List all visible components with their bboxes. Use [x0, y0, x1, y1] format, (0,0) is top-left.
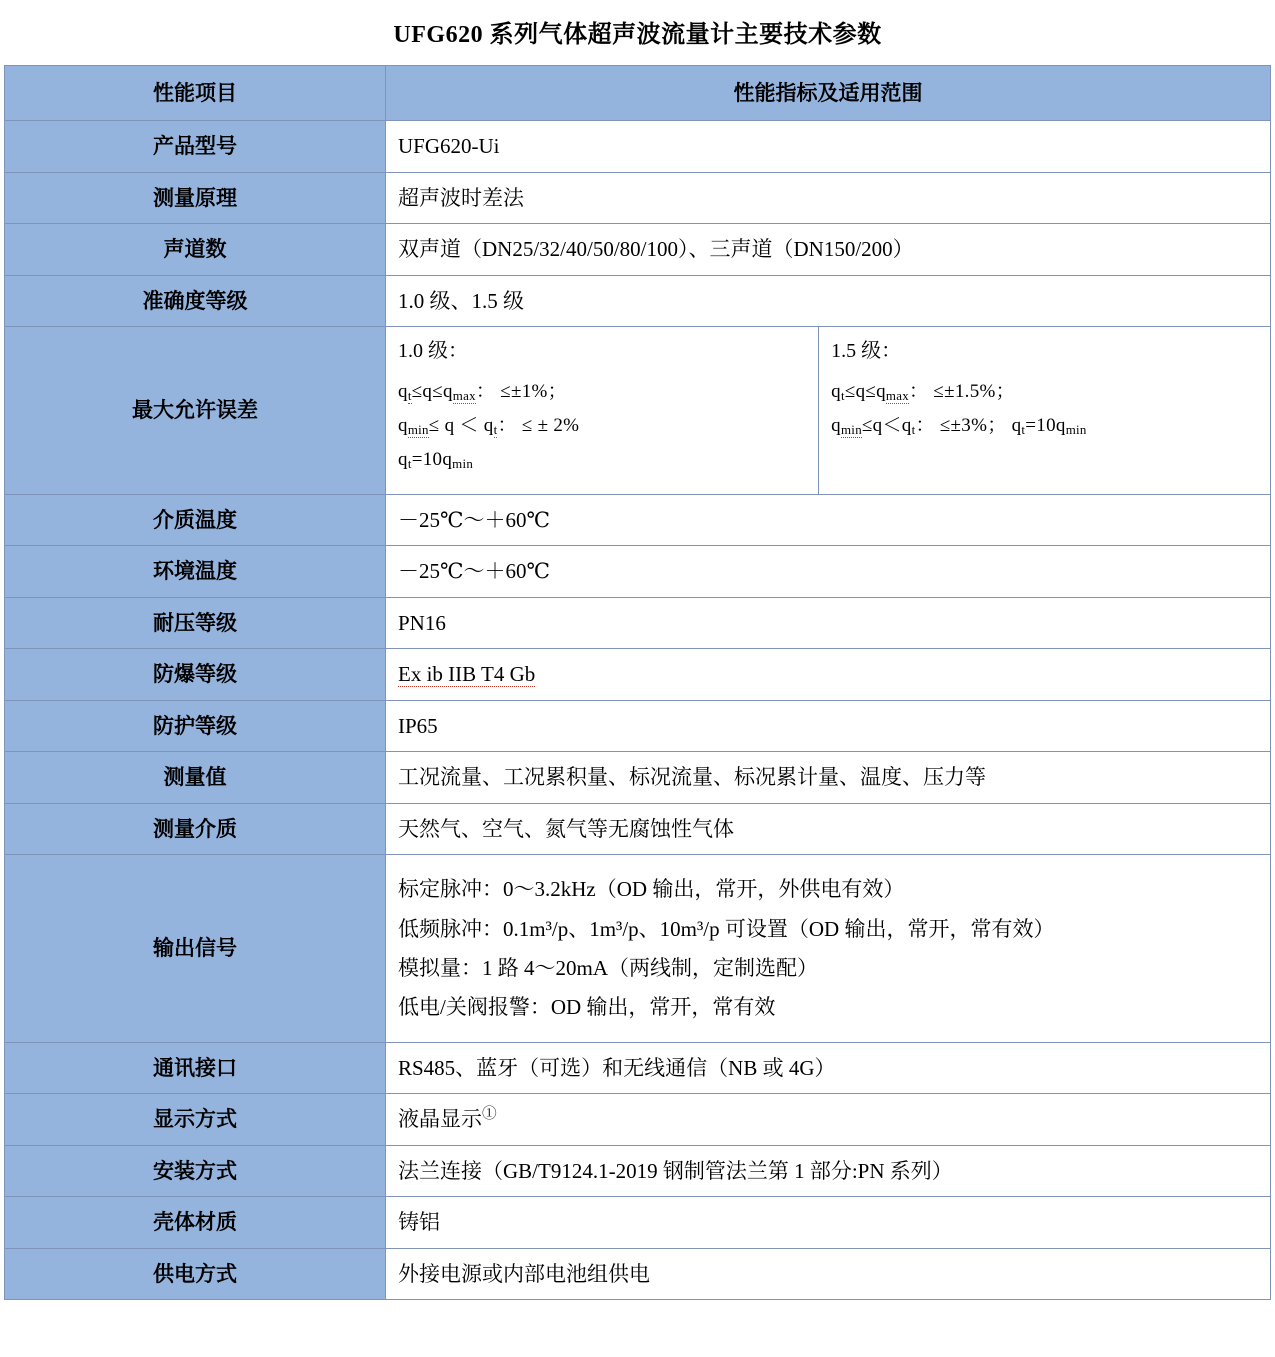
text-frag: ： ≤±3%； q	[915, 415, 1022, 437]
row-value-channel-count: 双声道（DN25/32/40/50/80/100）、三声道（DN150/200）	[386, 224, 1271, 275]
text-frag: ≤q≤q	[844, 381, 886, 403]
row-value-measured-medium: 天然气、空气、氮气等无腐蚀性气体	[386, 803, 1271, 854]
row-label-display-mode: 显示方式	[5, 1094, 386, 1145]
table-row	[5, 597, 1271, 648]
text-sub: min	[1065, 422, 1087, 438]
output-line: 标定脉冲：0～3.2kHz（OD 输出，常开，外供电有效）	[398, 877, 905, 902]
row-value-max-error	[386, 327, 1271, 495]
table-row	[5, 1197, 1271, 1248]
text-frag: =10q	[1025, 415, 1066, 437]
table-row	[5, 546, 1271, 597]
header-cell-item: 性能项目	[5, 66, 386, 121]
text-sub: max	[452, 388, 476, 404]
table-row	[5, 224, 1271, 275]
row-label-installation-mode: 安装方式	[5, 1145, 386, 1196]
output-line: 低频脉冲：0.1m³/p、1m³/p、10m³/p 可设置（OD 输出，常开，常有效）	[398, 916, 1055, 941]
row-label-max-error: 最大允许误差	[5, 327, 386, 495]
text-frag: q	[398, 449, 408, 471]
table-row-output-signal	[5, 855, 1271, 1043]
row-value-power-supply: 外接电源或内部电池组供电	[386, 1248, 1271, 1299]
grade-1-0-line-3	[398, 446, 806, 474]
page-title: UFG620 系列气体超声波流量计主要技术参数	[393, 22, 882, 48]
row-value-housing-material: 铸铝	[386, 1197, 1271, 1248]
text-frag: ≤ q ＜ q	[428, 415, 494, 437]
text-frag: q	[398, 381, 408, 403]
row-label-housing-material: 壳体材质	[5, 1197, 386, 1248]
grade-1-0-line-1	[398, 378, 806, 406]
footnote-marker: ①	[482, 1106, 497, 1123]
row-value-measured-values: 工况流量、工况累积量、标况流量、标况累计量、温度、压力等	[386, 752, 1271, 803]
row-value-explosion-proof	[386, 649, 1271, 700]
row-label-medium-temperature: 介质温度	[5, 495, 386, 546]
row-label-power-supply: 供电方式	[5, 1248, 386, 1299]
row-label-measured-medium: 测量介质	[5, 803, 386, 854]
row-label-product-model: 产品型号	[5, 121, 386, 172]
text-frag: ： ≤ ± 2%	[497, 415, 580, 437]
row-value-ambient-temperature: －25℃～＋60℃	[386, 546, 1271, 597]
text-frag: ： ≤±1%；	[475, 381, 567, 403]
row-label-explosion-proof: 防爆等级	[5, 649, 386, 700]
text-frag: =10q	[411, 449, 453, 471]
text-sub: t	[840, 388, 845, 404]
text-sub: t	[407, 388, 412, 404]
row-label-channel-count: 声道数	[5, 224, 386, 275]
table-row	[5, 803, 1271, 854]
output-line: 低电/关阀报警：OD 输出，常开，常有效	[398, 995, 776, 1020]
row-value-medium-temperature: －25℃～＋60℃	[386, 495, 1271, 546]
row-label-ingress-protection: 防护等级	[5, 700, 386, 751]
row-label-measure-principle: 测量原理	[5, 172, 386, 223]
row-label-communication-interface: 通讯接口	[5, 1042, 386, 1093]
grade-1-5-line-2	[831, 412, 1258, 440]
row-value-ingress-protection: IP65	[386, 700, 1271, 751]
row-label-pressure-rating: 耐压等级	[5, 597, 386, 648]
row-value-accuracy-class: 1.0 级、1.5 级	[386, 275, 1271, 326]
row-value-pressure-rating: PN16	[386, 597, 1271, 648]
row-label-ambient-temperature: 环境温度	[5, 546, 386, 597]
row-value-communication-interface: RS485、蓝牙（可选）和无线通信（NB 或 4G）	[386, 1042, 1271, 1093]
text-sub: min	[840, 422, 862, 438]
row-label-output-signal: 输出信号	[5, 855, 386, 1043]
text-frag: ≤q＜q	[861, 415, 912, 437]
text-sub: max	[885, 388, 910, 404]
grade-1-5-line-1	[831, 378, 1258, 406]
table-row	[5, 121, 1271, 172]
table-row-max-error	[5, 327, 1271, 495]
table-row	[5, 275, 1271, 326]
table-row	[5, 495, 1271, 546]
row-value-measure-principle: 超声波时差法	[386, 172, 1271, 223]
text-sub: min	[452, 456, 474, 472]
text-frag: ≤q≤q	[411, 381, 453, 403]
grade-1-0-head: 1.0 级：	[398, 340, 468, 363]
text-sub: t	[407, 456, 412, 472]
text-sub: t	[493, 422, 498, 438]
table-row	[5, 649, 1271, 700]
row-value-installation-mode: 法兰连接（GB/T9124.1-2019 钢制管法兰第 1 部分:PN 系列）	[386, 1145, 1271, 1196]
grade-1-5-head: 1.5 级：	[831, 340, 902, 363]
text-sub: t	[1021, 422, 1026, 438]
text-frag: 液晶显示	[398, 1107, 482, 1132]
row-value-display-mode	[386, 1094, 1271, 1145]
table-row	[5, 1094, 1271, 1145]
row-value-product-model: UFG620-Ui	[386, 121, 1271, 172]
text-frag: q	[831, 415, 841, 437]
row-label-accuracy-class: 准确度等级	[5, 275, 386, 326]
row-value-output-signal	[386, 855, 1271, 1043]
text-frag: q	[831, 381, 841, 403]
max-error-grade-1-0	[386, 327, 819, 494]
text-frag: ： ≤±1.5%；	[909, 381, 1015, 403]
text-frag: q	[398, 415, 408, 437]
spec-table	[4, 65, 1271, 1300]
table-row	[5, 700, 1271, 751]
row-label-measured-values: 测量值	[5, 752, 386, 803]
text-sub: min	[407, 422, 429, 438]
table-row	[5, 752, 1271, 803]
grade-1-0-line-2	[398, 412, 806, 440]
table-row	[5, 1248, 1271, 1299]
table-header-row	[5, 66, 1271, 121]
max-error-grade-1-5	[819, 327, 1270, 494]
table-row	[5, 172, 1271, 223]
table-row	[5, 1145, 1271, 1196]
output-line: 模拟量：1 路 4～20mA（两线制，定制选配）	[398, 955, 818, 980]
header-cell-spec: 性能指标及适用范围	[386, 66, 1271, 121]
text-sub: t	[911, 422, 916, 438]
table-row	[5, 1042, 1271, 1093]
text-frag: Ex ib IIB T4 Gb	[398, 662, 536, 687]
